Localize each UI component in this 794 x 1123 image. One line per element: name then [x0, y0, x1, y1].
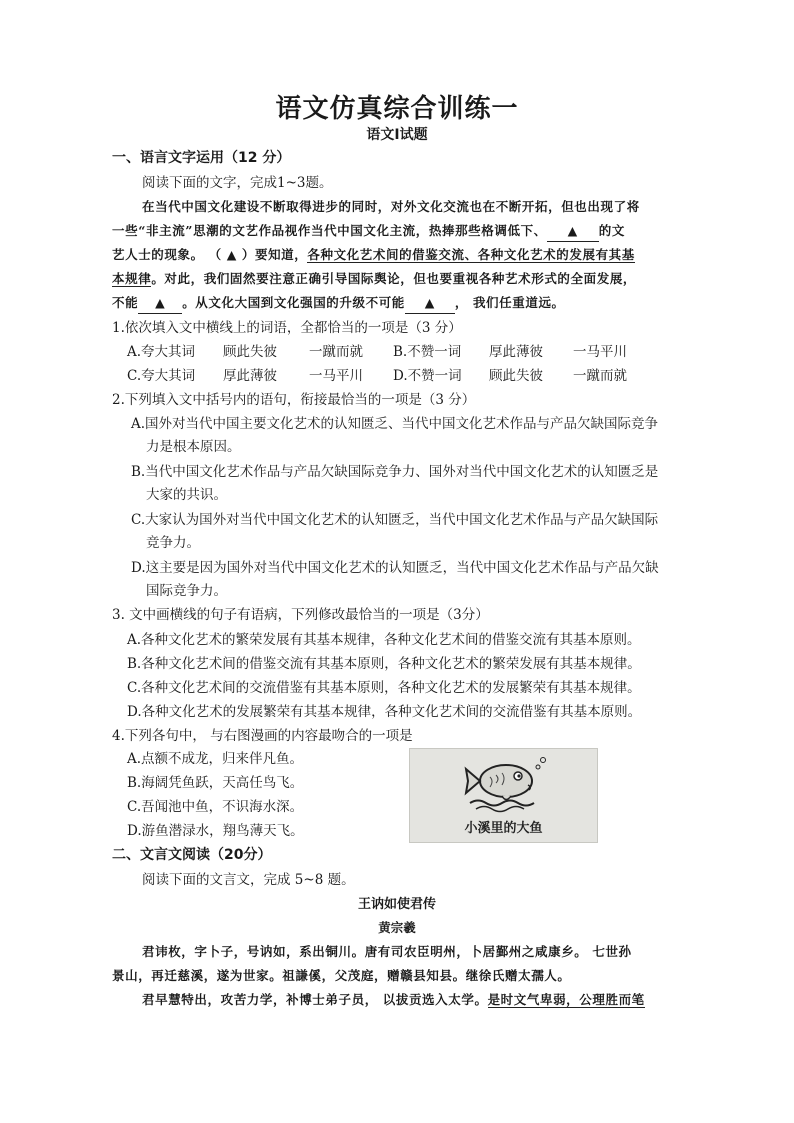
passage-line-5	[112, 293, 565, 314]
passage-text: ， 我们任重道远。	[454, 295, 565, 310]
q1-option: 厚此薄彼	[489, 344, 543, 360]
q4-option-a: A.点额不成龙，归来伴凡鱼。	[127, 751, 304, 767]
section1-heading: 一、语言文字运用（12 分）	[112, 150, 291, 166]
passage-text: 的文	[598, 223, 625, 238]
q1-option: C.夸大其词	[127, 368, 196, 384]
q4-stem: 4.下列各句中， 与右图漫画的内容最吻合的一项是	[112, 728, 413, 744]
q2-option-b: B.当代中国文化艺术作品与产品欠缺国际竞争力、国外对当代中国文化艺术的认知匮乏是	[131, 464, 659, 480]
essay-paragraph-2	[142, 990, 645, 1010]
section2-intro: 阅读下面的文言文，完成 5~8 题。	[142, 872, 355, 888]
passage-text: 不能	[112, 295, 139, 310]
cartoon-image	[409, 748, 598, 843]
q2-option-b-cont: 大家的共识。	[146, 487, 227, 503]
blank-3: ▲	[405, 293, 455, 314]
q4-option-b: B.海阔凭鱼跃，天高任鸟飞。	[127, 775, 304, 791]
q4-option-d: D.游鱼潜渌水，翔鸟薄天飞。	[127, 823, 304, 839]
essay-paragraph-1: 君讳枚，字卜子，号讷如，系出铜川。唐有司农臣明州，卜居鄞州之咸康乡。 七世孙	[142, 944, 632, 959]
q2-option-a: A.国外对当代中国主要文化艺术的认知匮乏、当代中国文化艺术作品与产品欠缺国际竞争	[131, 416, 659, 432]
q1-option: D.不赞一词	[393, 368, 462, 384]
q1-options-row-1	[127, 342, 627, 362]
underlined-sentence: 是时文气卑弱，公理胜而笔	[487, 992, 645, 1007]
passage-line-2	[112, 221, 625, 242]
essay-paragraph-1-cont: 景山，再迁慈溪，遂为世家。祖謙傒，父茂庭，赠赣县知县。继徐氏赠太孺人。	[112, 968, 571, 983]
underlined-sentence: 各种文化艺术间的借鉴交流、各种文化艺术的发展有其基	[307, 247, 635, 262]
passage-text: 。对此，我们固然要注意正确引导国际舆论，但也要重视各种艺术形式的全面发展，	[151, 271, 637, 286]
passage-line-4	[112, 269, 636, 289]
q1-option: A.夸大其词	[127, 344, 196, 360]
passage-text: 艺人士的现象。 （ ▲ ）要知道，	[112, 247, 308, 262]
section1-intro: 阅读下面的文字，完成1~3题。	[142, 175, 333, 191]
q3-option-d: D.各种文化艺术的发展繁荣有其基本规律，各种文化艺术间的交流借鉴有其基本原则。	[127, 704, 642, 720]
blank-2: ▲	[138, 293, 182, 314]
q1-option: 厚此薄彼	[223, 368, 277, 384]
q2-stem: 2.下列填入文中括号内的语句，衔接最恰当的一项是（3 分）	[112, 392, 476, 408]
q2-option-c-cont: 竞争力。	[146, 535, 200, 551]
passage-text: 。从文化大国到文化强国的升级不可能	[182, 295, 405, 310]
passage-line-1: 在当代中国文化建设不断取得进步的同时，对外文化交流也在不断开拓，但也出现了将	[142, 199, 640, 214]
passage-text: 一些“非主流”思潮的文艺作品视作当代中国文化主流，热捧那些格调低下、	[112, 223, 547, 238]
q3-option-a: A.各种文化艺术的繁荣发展有其基本规律，各种文化艺术间的借鉴交流有其基本原则。	[127, 632, 641, 648]
q2-option-a-cont: 力是根本原因。	[146, 439, 241, 455]
q1-option: 一蹴而就	[573, 368, 627, 384]
section2-heading: 二、文言文阅读（20分）	[112, 847, 272, 863]
passage-line-3	[112, 245, 635, 265]
page-subtitle: 语文Ⅰ试题	[366, 127, 428, 143]
q1-option: B.不赞一词	[393, 344, 462, 360]
q2-option-c: C.大家认为国外对当代中国文化艺术的认知匮乏，当代中国文化艺术作品与产品欠缺国际	[131, 512, 659, 528]
blank-1: ▲	[547, 221, 599, 242]
q4-option-c: C.吾闻池中鱼，不识海水深。	[127, 799, 304, 815]
cartoon-caption: 小溪里的大鱼	[464, 821, 543, 836]
page-title: 语文仿真综合训练一	[275, 94, 519, 124]
q3-option-b: B.各种文化艺术间的借鉴交流有其基本原则，各种文化艺术的繁荣发展有其基本规律。	[127, 656, 641, 672]
q1-option: 一马平川	[309, 368, 363, 384]
q1-option: 一蹴而就	[309, 344, 363, 360]
underlined-sentence: 本规律	[112, 271, 152, 286]
q1-stem: 1.依次填入文中横线上的词语，全都恰当的一项是（3 分）	[112, 320, 462, 336]
q1-option: 一马平川	[573, 344, 627, 360]
essay-text: 君早慧特出，攻苦力学，补博士弟子员， 以拔贡选入太学。	[142, 992, 488, 1007]
q3-stem: 3. 文中画横线的句子有语病，下列修改最恰当的一项是（3分）	[112, 607, 489, 623]
essay-author: 黄宗羲	[378, 920, 416, 935]
essay-title: 王讷如使君传	[357, 897, 436, 912]
q3-option-c: C.各种文化艺术间的交流借鉴有其基本原则，各种文化艺术的发展繁荣有其基本规律。	[127, 680, 641, 696]
q2-option-d-cont: 国际竞争力。	[146, 583, 227, 599]
q1-option: 顾此失彼	[489, 368, 543, 384]
q1-options-row-2	[127, 366, 627, 386]
q2-option-d: D.这主要是因为国外对当代中国文化艺术的认知匮乏，当代中国文化艺术作品与产品欠缺	[131, 560, 659, 576]
q1-option: 顾此失彼	[223, 344, 277, 360]
